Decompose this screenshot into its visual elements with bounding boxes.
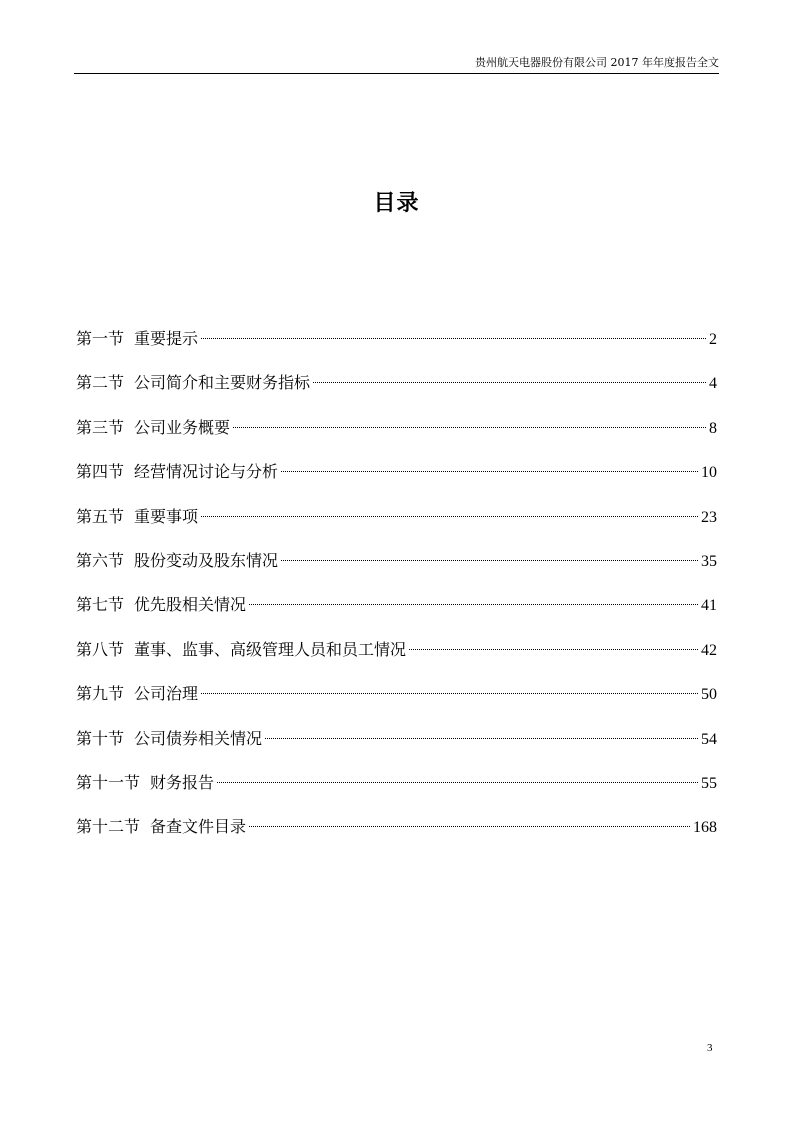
toc-dot-leader: [265, 738, 698, 739]
toc-section-number: 第五节: [76, 506, 125, 526]
toc-page-number: 50: [701, 686, 717, 704]
toc-section-number: 第九节: [76, 684, 125, 704]
toc-entry[interactable]: [76, 502, 717, 546]
toc-section-title: 重要提示: [134, 329, 199, 348]
toc-section-number: 第三节: [76, 417, 125, 437]
toc-section-title: 公司治理: [134, 684, 199, 704]
toc-entry[interactable]: [76, 768, 717, 812]
toc-dot-leader: [217, 782, 698, 783]
page-number: 3: [707, 1042, 713, 1054]
toc-dot-leader: [409, 649, 698, 650]
toc-entry[interactable]: [76, 724, 717, 768]
toc-section-title: 公司债券相关情况: [134, 728, 263, 748]
toc-dot-leader: [201, 693, 698, 694]
toc-section-number: 第二节: [76, 373, 125, 393]
toc-dot-leader: [281, 471, 698, 472]
toc-entry[interactable]: [76, 590, 717, 634]
toc-section-title: 董事、监事、高级管理人员和员工情况: [134, 639, 407, 659]
toc-section-number: 第六节: [76, 550, 125, 570]
toc-section-number: 第十二节: [76, 817, 141, 837]
toc-section-title: 股份变动及股东情况: [134, 550, 279, 570]
toc-page-number: 41: [701, 597, 717, 615]
toc-section-number: 第七节: [76, 595, 125, 615]
toc-page-number: 55: [701, 774, 717, 792]
toc-section-title: 优先股相关情况: [134, 595, 247, 615]
toc-entry[interactable]: [76, 812, 717, 856]
toc-section-number: 第八节: [76, 639, 125, 659]
toc-page-number: 54: [701, 730, 717, 748]
toc-entry[interactable]: [76, 413, 717, 457]
toc-section-title: 备查文件目录: [150, 817, 247, 837]
page-header: [74, 55, 719, 74]
toc-section-title: 财务报告: [150, 772, 215, 792]
toc-entry[interactable]: [76, 368, 717, 412]
toc-page-number: 168: [693, 819, 717, 837]
toc-entry[interactable]: [76, 324, 717, 368]
toc-section-number: 第一节: [76, 329, 125, 348]
toc-page-number: 10: [701, 464, 717, 482]
toc-section-number: 第十节: [76, 728, 125, 748]
toc-page-number: 8: [709, 419, 717, 437]
toc-entry[interactable]: [76, 457, 717, 501]
toc-dot-leader: [201, 516, 698, 517]
toc-page-number: 23: [701, 508, 717, 526]
toc-section-title: 公司简介和主要财务指标: [134, 373, 311, 393]
toc-section-number: 第四节: [76, 462, 125, 482]
toc-dot-leader: [233, 427, 706, 428]
toc-page-number: 2: [709, 331, 717, 348]
toc-section-title: 经营情况讨论与分析: [134, 462, 279, 482]
header-text: 贵州航天电器股份有限公司 2017 年年度报告全文: [475, 56, 719, 69]
toc-page-number: 4: [709, 375, 717, 393]
toc-section-title: 公司业务概要: [134, 417, 231, 437]
toc-entry[interactable]: [76, 635, 717, 679]
table-of-contents: [76, 324, 717, 857]
toc-section-number: 第十一节: [76, 772, 141, 792]
toc-entry[interactable]: [76, 546, 717, 590]
toc-dot-leader: [249, 826, 690, 827]
toc-section-title: 重要事项: [134, 506, 199, 526]
toc-dot-leader: [249, 604, 698, 605]
toc-dot-leader: [281, 560, 698, 561]
toc-page-number: 42: [701, 641, 717, 659]
toc-dot-leader: [313, 382, 706, 383]
page-title: 目录: [373, 191, 420, 216]
toc-dot-leader: [201, 338, 706, 339]
toc-page-number: 35: [701, 552, 717, 570]
toc-entry[interactable]: [76, 679, 717, 723]
